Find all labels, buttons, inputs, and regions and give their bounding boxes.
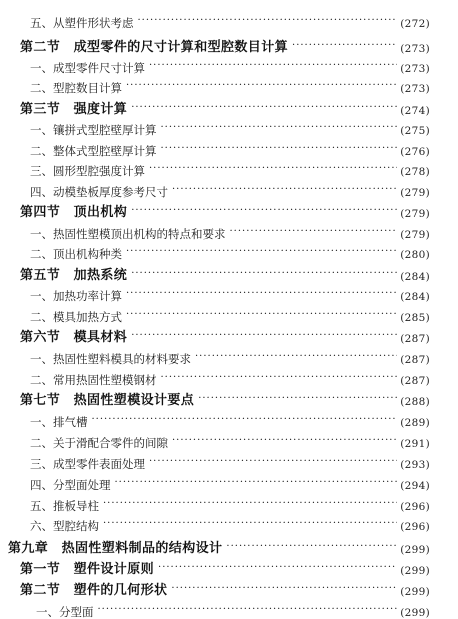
- toc-page-number: (285): [400, 311, 430, 324]
- dot-leader: [92, 415, 398, 425]
- toc-page-number: (279): [400, 228, 430, 241]
- toc-item: [30, 135, 430, 157]
- toc-page-number: (279): [400, 207, 430, 220]
- dot-leader: [103, 499, 397, 509]
- dot-leader: [158, 563, 397, 573]
- toc-page-number: (284): [400, 270, 430, 283]
- toc-item-title: 二、顶出机构种类: [30, 246, 122, 261]
- dot-leader: [126, 289, 397, 299]
- dot-leader: [131, 269, 397, 279]
- toc-page-number: (296): [400, 520, 430, 533]
- toc-item: [30, 301, 430, 323]
- toc-item: [30, 238, 430, 260]
- toc-page-number: (299): [400, 543, 430, 556]
- dot-leader: [131, 331, 397, 341]
- toc-section-title: 第三节 强度计算: [20, 102, 128, 117]
- toc-item-title: 二、关于滑配合零件的间隙: [30, 435, 168, 450]
- dot-leader: [149, 164, 397, 174]
- toc-item: [30, 364, 430, 386]
- dot-leader: [195, 352, 397, 362]
- dot-leader: [149, 61, 397, 71]
- toc-page-number: (273): [400, 62, 430, 75]
- dot-leader: [103, 519, 397, 529]
- toc-section-title: 第二节 成型零件的尺寸计算和型腔数目计算: [20, 40, 289, 55]
- toc-section-title: 第五节 加热系统: [20, 268, 128, 283]
- toc-item-title: 一、排气槽: [30, 414, 88, 429]
- dot-leader: [126, 81, 397, 91]
- toc-item: [30, 406, 430, 428]
- dot-leader: [292, 41, 397, 51]
- toc-item-title: 六、型腔结构: [30, 518, 99, 533]
- toc-page-number: (279): [400, 186, 430, 199]
- toc-item: [30, 176, 430, 198]
- toc-item-title: 二、整体式型腔壁厚计算: [30, 143, 157, 158]
- toc-item: [30, 114, 430, 136]
- toc-item-title: 一、成型零件尺寸计算: [30, 60, 145, 75]
- toc-item-title: 四、分型面处理: [30, 477, 111, 492]
- toc-item-title: 三、成型零件表面处理: [30, 456, 145, 471]
- toc-page-number: (274): [400, 104, 430, 117]
- toc-page-number: (288): [400, 395, 430, 408]
- dot-leader: [138, 16, 398, 26]
- toc-item-title: 二、常用热固性塑模钢材: [30, 372, 157, 387]
- dot-leader: [131, 206, 397, 216]
- toc-item: [30, 52, 430, 74]
- toc-item: [30, 7, 430, 29]
- toc-page-number: (291): [400, 437, 430, 450]
- toc-section: [20, 197, 430, 219]
- toc-chapter-title: 第九章 热固性塑料制品的结构设计: [8, 541, 223, 556]
- toc-item: [30, 218, 430, 240]
- toc-item-title: 四、动模垫板厚度参考尺寸: [30, 184, 168, 199]
- toc-chapter: [8, 533, 430, 555]
- toc-page-number: (287): [400, 332, 430, 345]
- toc-page-number: (273): [400, 82, 430, 95]
- toc-page-number: (275): [400, 124, 430, 137]
- toc-page-number: (299): [400, 606, 430, 619]
- toc-section: [20, 94, 430, 116]
- toc-section-title: 第一节 塑件设计原则: [20, 562, 155, 577]
- toc-section: [20, 260, 430, 282]
- dot-leader: [126, 247, 397, 257]
- toc-page-number: (280): [400, 248, 430, 261]
- toc-item-title: 三、圆形型腔强度计算: [30, 163, 145, 178]
- toc-item-title: 一、热固性塑模顶出机构的特点和要求: [30, 226, 226, 241]
- toc-section: [20, 385, 430, 407]
- toc-section: [20, 322, 430, 344]
- toc-item: [30, 510, 430, 532]
- toc-item: [30, 448, 430, 470]
- toc-page-number: (287): [400, 374, 430, 387]
- dot-leader: [161, 144, 398, 154]
- toc-page-number: (293): [400, 458, 430, 471]
- toc-item-title: 二、型腔数目计算: [30, 80, 122, 95]
- toc-item-title: 一、镶拼式型腔壁厚计算: [30, 122, 157, 137]
- dot-leader: [149, 457, 397, 467]
- toc-item-title: 一、分型面: [36, 604, 94, 619]
- toc-page-number: (278): [400, 165, 430, 178]
- dot-leader: [161, 123, 398, 133]
- toc-section-title: 第二节 塑件的几何形状: [20, 583, 168, 598]
- toc-page-number: (276): [400, 145, 430, 158]
- toc-page-number: (287): [400, 353, 430, 366]
- dot-leader: [230, 227, 398, 237]
- toc-page-number: (289): [400, 416, 430, 429]
- toc-page-number: (273): [400, 42, 430, 55]
- toc-page-number: (299): [400, 564, 430, 577]
- toc-item-title: 五、从塑件形状考虑: [30, 15, 134, 30]
- toc-page-number: (294): [400, 479, 430, 492]
- toc-section-title: 第六节 模具材料: [20, 330, 128, 345]
- dot-leader: [226, 542, 397, 552]
- toc-section: [20, 575, 430, 597]
- toc-item: [30, 343, 430, 365]
- toc-section-title: 第四节 顶出机构: [20, 205, 128, 220]
- toc-item: [30, 280, 430, 302]
- toc-page-number: (272): [400, 17, 430, 30]
- toc-section: [20, 554, 430, 576]
- toc-item: [30, 72, 430, 94]
- toc-item: [36, 596, 430, 618]
- dot-leader: [126, 310, 397, 320]
- dot-leader: [98, 605, 398, 615]
- dot-leader: [131, 103, 397, 113]
- toc-item: [30, 427, 430, 449]
- dot-leader: [171, 584, 397, 594]
- dot-leader: [172, 436, 397, 446]
- toc-item-title: 五、推板导柱: [30, 498, 99, 513]
- toc-section-title: 第七节 热固性塑模设计要点: [20, 393, 195, 408]
- dot-leader: [198, 394, 397, 404]
- toc-item-title: 一、加热功率计算: [30, 288, 122, 303]
- toc-page-number: (299): [400, 585, 430, 598]
- toc-item: [30, 155, 430, 177]
- dot-leader: [172, 185, 397, 195]
- toc-item: [30, 490, 430, 512]
- toc-section: [20, 32, 430, 54]
- dot-leader: [115, 478, 398, 488]
- toc-item-title: 一、热固性塑料模具的材料要求: [30, 351, 191, 366]
- toc-page-number: (284): [400, 290, 430, 303]
- toc-page-number: (296): [400, 500, 430, 513]
- toc-item: [30, 469, 430, 491]
- dot-leader: [161, 373, 398, 383]
- toc-item-title: 二、模具加热方式: [30, 309, 122, 324]
